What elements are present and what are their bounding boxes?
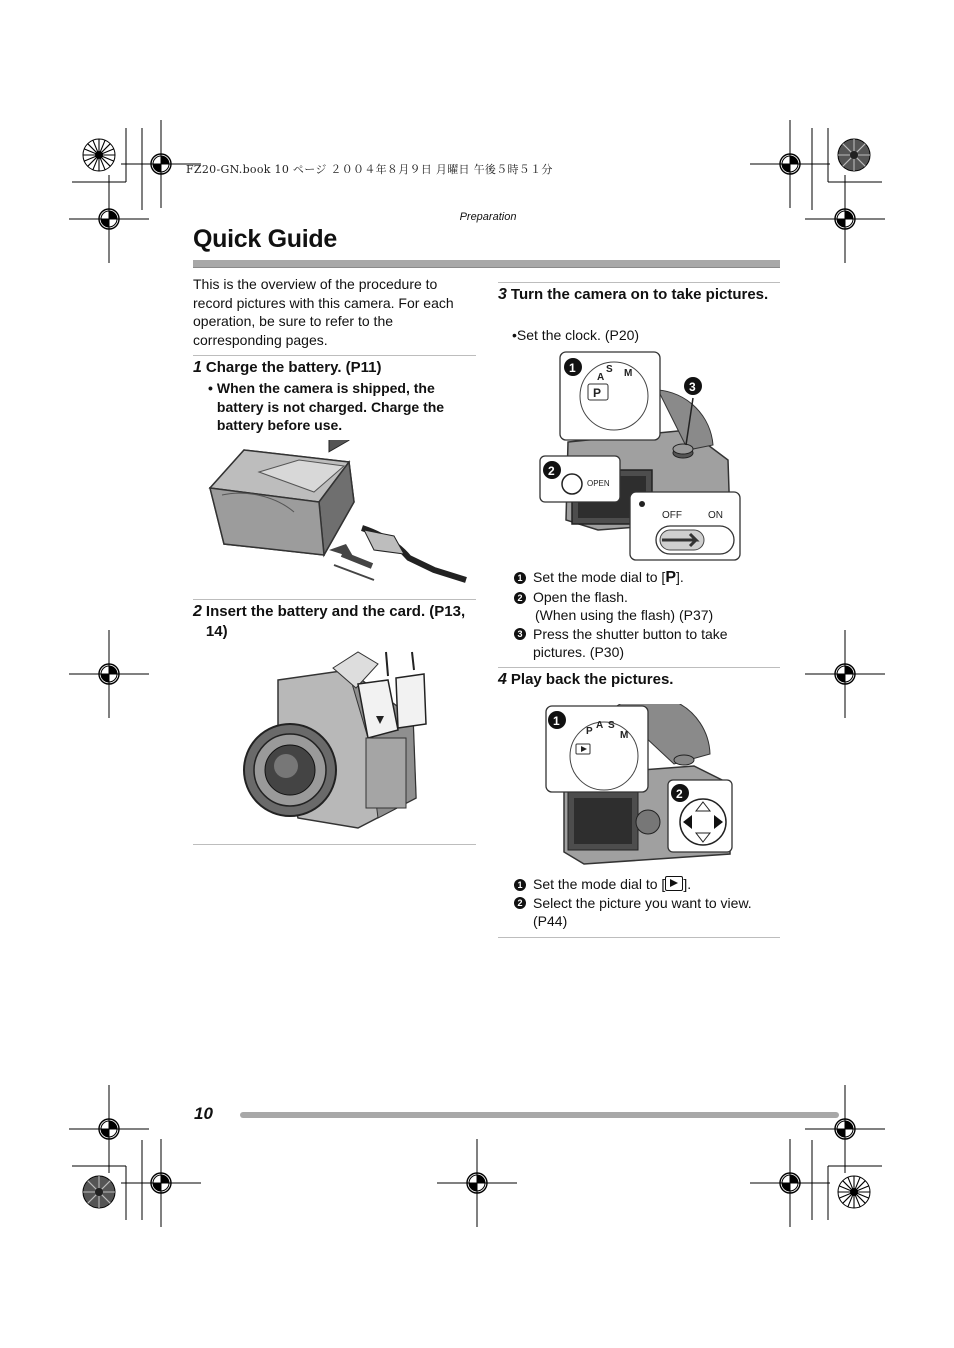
divider [498, 282, 780, 283]
intro-text: This is the overview of the procedure to record pictures with this camera. For each operation, be sure to refer to the corresponding pages. [193, 276, 454, 348]
divider [193, 844, 476, 845]
step-4-text: Play back the pictures. [510, 671, 674, 688]
svg-text:A: A [596, 720, 604, 731]
divider [193, 599, 476, 600]
camera-playback-illustration [544, 704, 734, 866]
play-icon [665, 876, 683, 891]
substep: 2 Open the flash. [514, 588, 780, 607]
substep: 2 Select the picture you want to view. (P44) [514, 894, 780, 931]
camera-power-on-illustration [538, 350, 748, 562]
battery-charger-illustration [204, 440, 469, 590]
on-label: ON [708, 510, 723, 521]
substep: 1 Set the mode dial to [ ]. [514, 875, 780, 894]
divider [193, 355, 476, 356]
print-header: FZ20-GN.book 10 ページ ２００４年８月９日 月曜日 午後５時５１分 [186, 163, 553, 176]
svg-text:3: 3 [689, 380, 696, 394]
step-2-number: 2 [193, 603, 202, 620]
title-bar [193, 260, 780, 268]
svg-text:S: S [608, 720, 615, 731]
p-mode-icon: P [593, 386, 602, 400]
svg-text:S: S [606, 364, 613, 375]
divider [498, 667, 780, 668]
step-3-number: 3 [498, 286, 507, 303]
divider [498, 937, 780, 938]
step-3-substeps [514, 568, 780, 662]
substep: 1 Set the mode dial to [P]. [514, 568, 780, 588]
page-title: Quick Guide [193, 225, 337, 253]
step-3-note: •Set the clock. (P20) [512, 327, 640, 343]
footer-bar [240, 1112, 839, 1118]
step-1-note: • When the camera is shipped, the battery is not charged. Charge the battery before use. [208, 380, 445, 433]
step-1-text: Charge the battery. (P11) [205, 359, 382, 376]
step-2-text: Insert the battery and the card. (P13, 14) [205, 603, 466, 640]
step-4-substeps [514, 875, 780, 931]
svg-text:1: 1 [569, 361, 576, 375]
off-label: OFF [662, 510, 682, 521]
camera-battery-insert-illustration [238, 648, 428, 838]
svg-text:1: 1 [553, 714, 560, 728]
step-3-title [498, 285, 780, 305]
page-number: 10 [194, 1104, 213, 1123]
step-4-number: 4 [498, 671, 507, 688]
p-mode-icon: P [665, 569, 676, 586]
svg-text:A: A [597, 372, 605, 383]
substep: 3 Press the shutter button to take pictures. (P30) [514, 625, 780, 662]
svg-text:M: M [620, 730, 629, 741]
section-label: Preparation [459, 211, 517, 223]
substep-detail: (When using the flash) (P37) [535, 607, 714, 623]
open-label: OPEN [587, 479, 610, 488]
step-1-title [193, 358, 476, 378]
svg-text:2: 2 [548, 464, 555, 478]
step-1-number: 1 [193, 359, 202, 376]
svg-text:2: 2 [676, 787, 683, 801]
step-3-text: Turn the camera on to take pictures. [510, 286, 769, 303]
step-2-title [193, 602, 476, 642]
svg-text:P: P [586, 726, 593, 737]
svg-text:M: M [624, 368, 633, 379]
step-4-title [498, 670, 780, 690]
